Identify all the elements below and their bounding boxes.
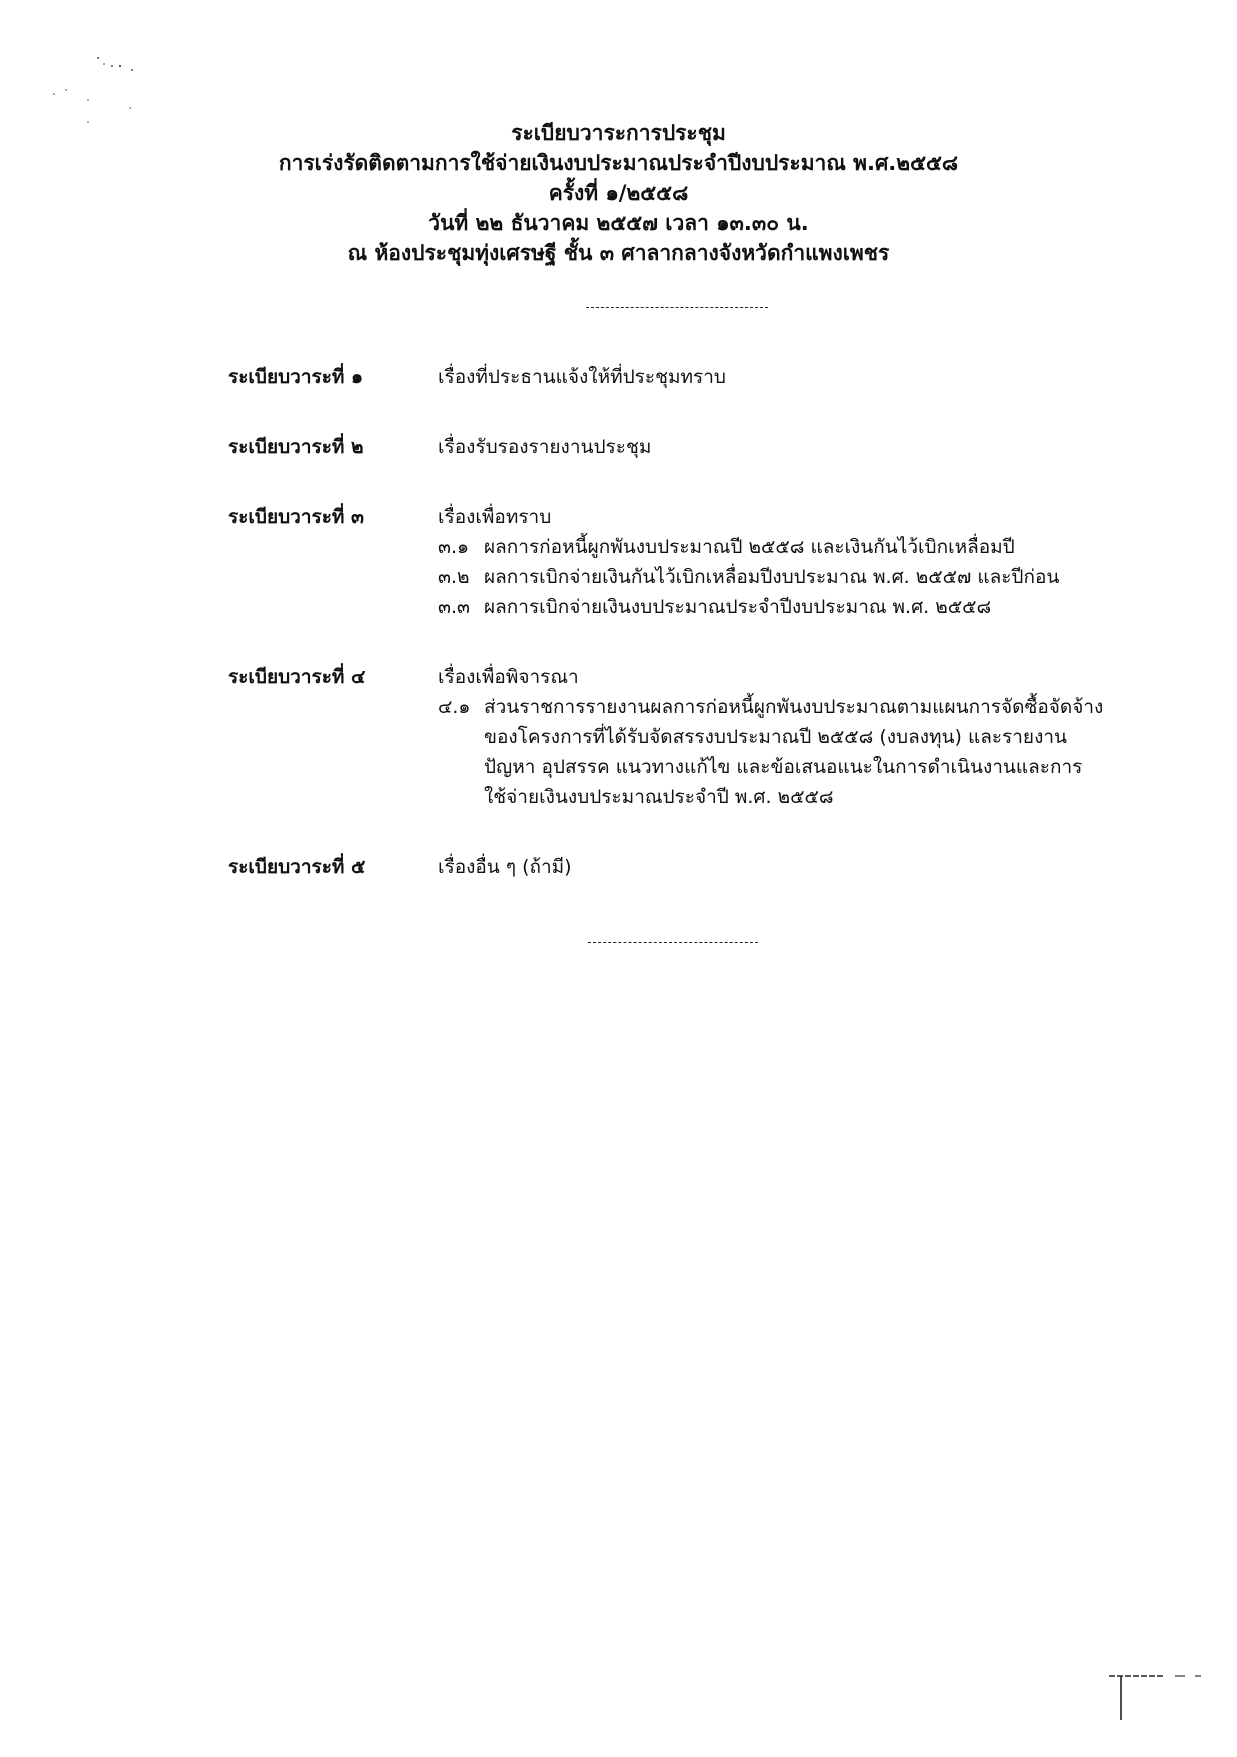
agenda-list xyxy=(228,362,1188,882)
document-header xyxy=(0,118,1237,268)
agenda-item-label: ระเบียบวาระที่ ๒ xyxy=(228,436,364,458)
meeting-session: ครั้งที่ ๑/๒๕๕๘ xyxy=(548,181,689,205)
meeting-datetime: วันที่ ๒๒ ธันวาคม ๒๕๕๗ เวลา ๑๓.๓๐ น. xyxy=(428,211,809,235)
agenda-item-2 xyxy=(228,432,1188,462)
agenda-item-3 xyxy=(228,502,1188,622)
subitem-text-line: ส่วนราชการรายงานผลการก่อหนี้ผูกพันงบประมาณตามแผนการจัดซื้อจัดจ้าง xyxy=(484,696,1104,718)
subitem-text-line: ของโครงการที่ได้รับจัดสรรงบประมาณปี ๒๕๕๘ (งบลงทุน) และรายงาน xyxy=(484,726,1067,748)
subitem-text-line: ใช้จ่ายเงินงบประมาณประจำปี พ.ศ. ๒๕๕๘ xyxy=(484,786,834,808)
subitem-text: ผลการก่อหนี้ผูกพันงบประมาณปี ๒๕๕๘ และเงินกันไว้เบิกเหลื่อมปี xyxy=(484,536,1015,558)
agenda-item-5 xyxy=(228,852,1188,882)
meeting-venue: ณ ห้องประชุมทุ่งเศรษฐี ชั้น ๓ ศาลากลางจังหวัดกำแพงเพชร xyxy=(347,241,890,265)
meeting-subject: การเร่งรัดติดตามการใช้จ่ายเงินงบประมาณประจำปีงบประมาณ พ.ศ.๒๕๕๘ xyxy=(278,151,959,175)
agenda-subitems xyxy=(438,532,1188,622)
subitem-number: ๔.๑ xyxy=(438,696,471,718)
agenda-subitem xyxy=(438,532,1188,562)
agenda-item-title: เรื่องเพื่อทราบ xyxy=(438,506,552,528)
agenda-subitem xyxy=(438,692,1188,812)
agenda-item-label: ระเบียบวาระที่ ๕ xyxy=(228,856,366,878)
agenda-item-1 xyxy=(228,362,1188,392)
agenda-item-title: เรื่องเพื่อพิจารณา xyxy=(438,666,579,688)
agenda-heading: ระเบียบวาระการประชุม xyxy=(511,121,726,145)
agenda-item-4 xyxy=(228,662,1188,812)
subitem-text: ผลการเบิกจ่ายเงินงบประมาณประจำปีงบประมาณ พ.ศ. ๒๕๕๘ xyxy=(484,596,992,618)
agenda-item-title: เรื่องที่ประธานแจ้งให้ที่ประชุมทราบ xyxy=(438,366,726,388)
agenda-subitems xyxy=(438,692,1188,812)
agenda-item-title: เรื่องรับรองรายงานประชุม xyxy=(438,436,652,458)
agenda-item-label: ระเบียบวาระที่ ๑ xyxy=(228,366,364,388)
subitem-number: ๓.๑ xyxy=(438,536,470,558)
agenda-item-label: ระเบียบวาระที่ ๓ xyxy=(228,506,365,528)
agenda-item-title: เรื่องอื่น ๆ (ถ้ามี) xyxy=(438,856,572,878)
subitem-number: ๓.๓ xyxy=(438,596,471,618)
subitem-number: ๓.๒ xyxy=(438,566,470,588)
agenda-item-label: ระเบียบวาระที่ ๔ xyxy=(228,666,366,688)
agenda-subitem xyxy=(438,562,1188,592)
scan-corner-mark xyxy=(1105,1670,1235,1730)
agenda-subitem xyxy=(438,592,1188,622)
header-divider xyxy=(586,307,768,308)
subitem-text: ผลการเบิกจ่ายเงินกันไว้เบิกเหลื่อมปีงบประมาณ พ.ศ. ๒๕๕๗ และปีก่อน xyxy=(484,566,1060,588)
footer-divider xyxy=(588,942,758,943)
subitem-text-line: ปัญหา อุปสรรค แนวทางแก้ไข และข้อเสนอแนะในการดำเนินงานและการ xyxy=(484,756,1083,778)
